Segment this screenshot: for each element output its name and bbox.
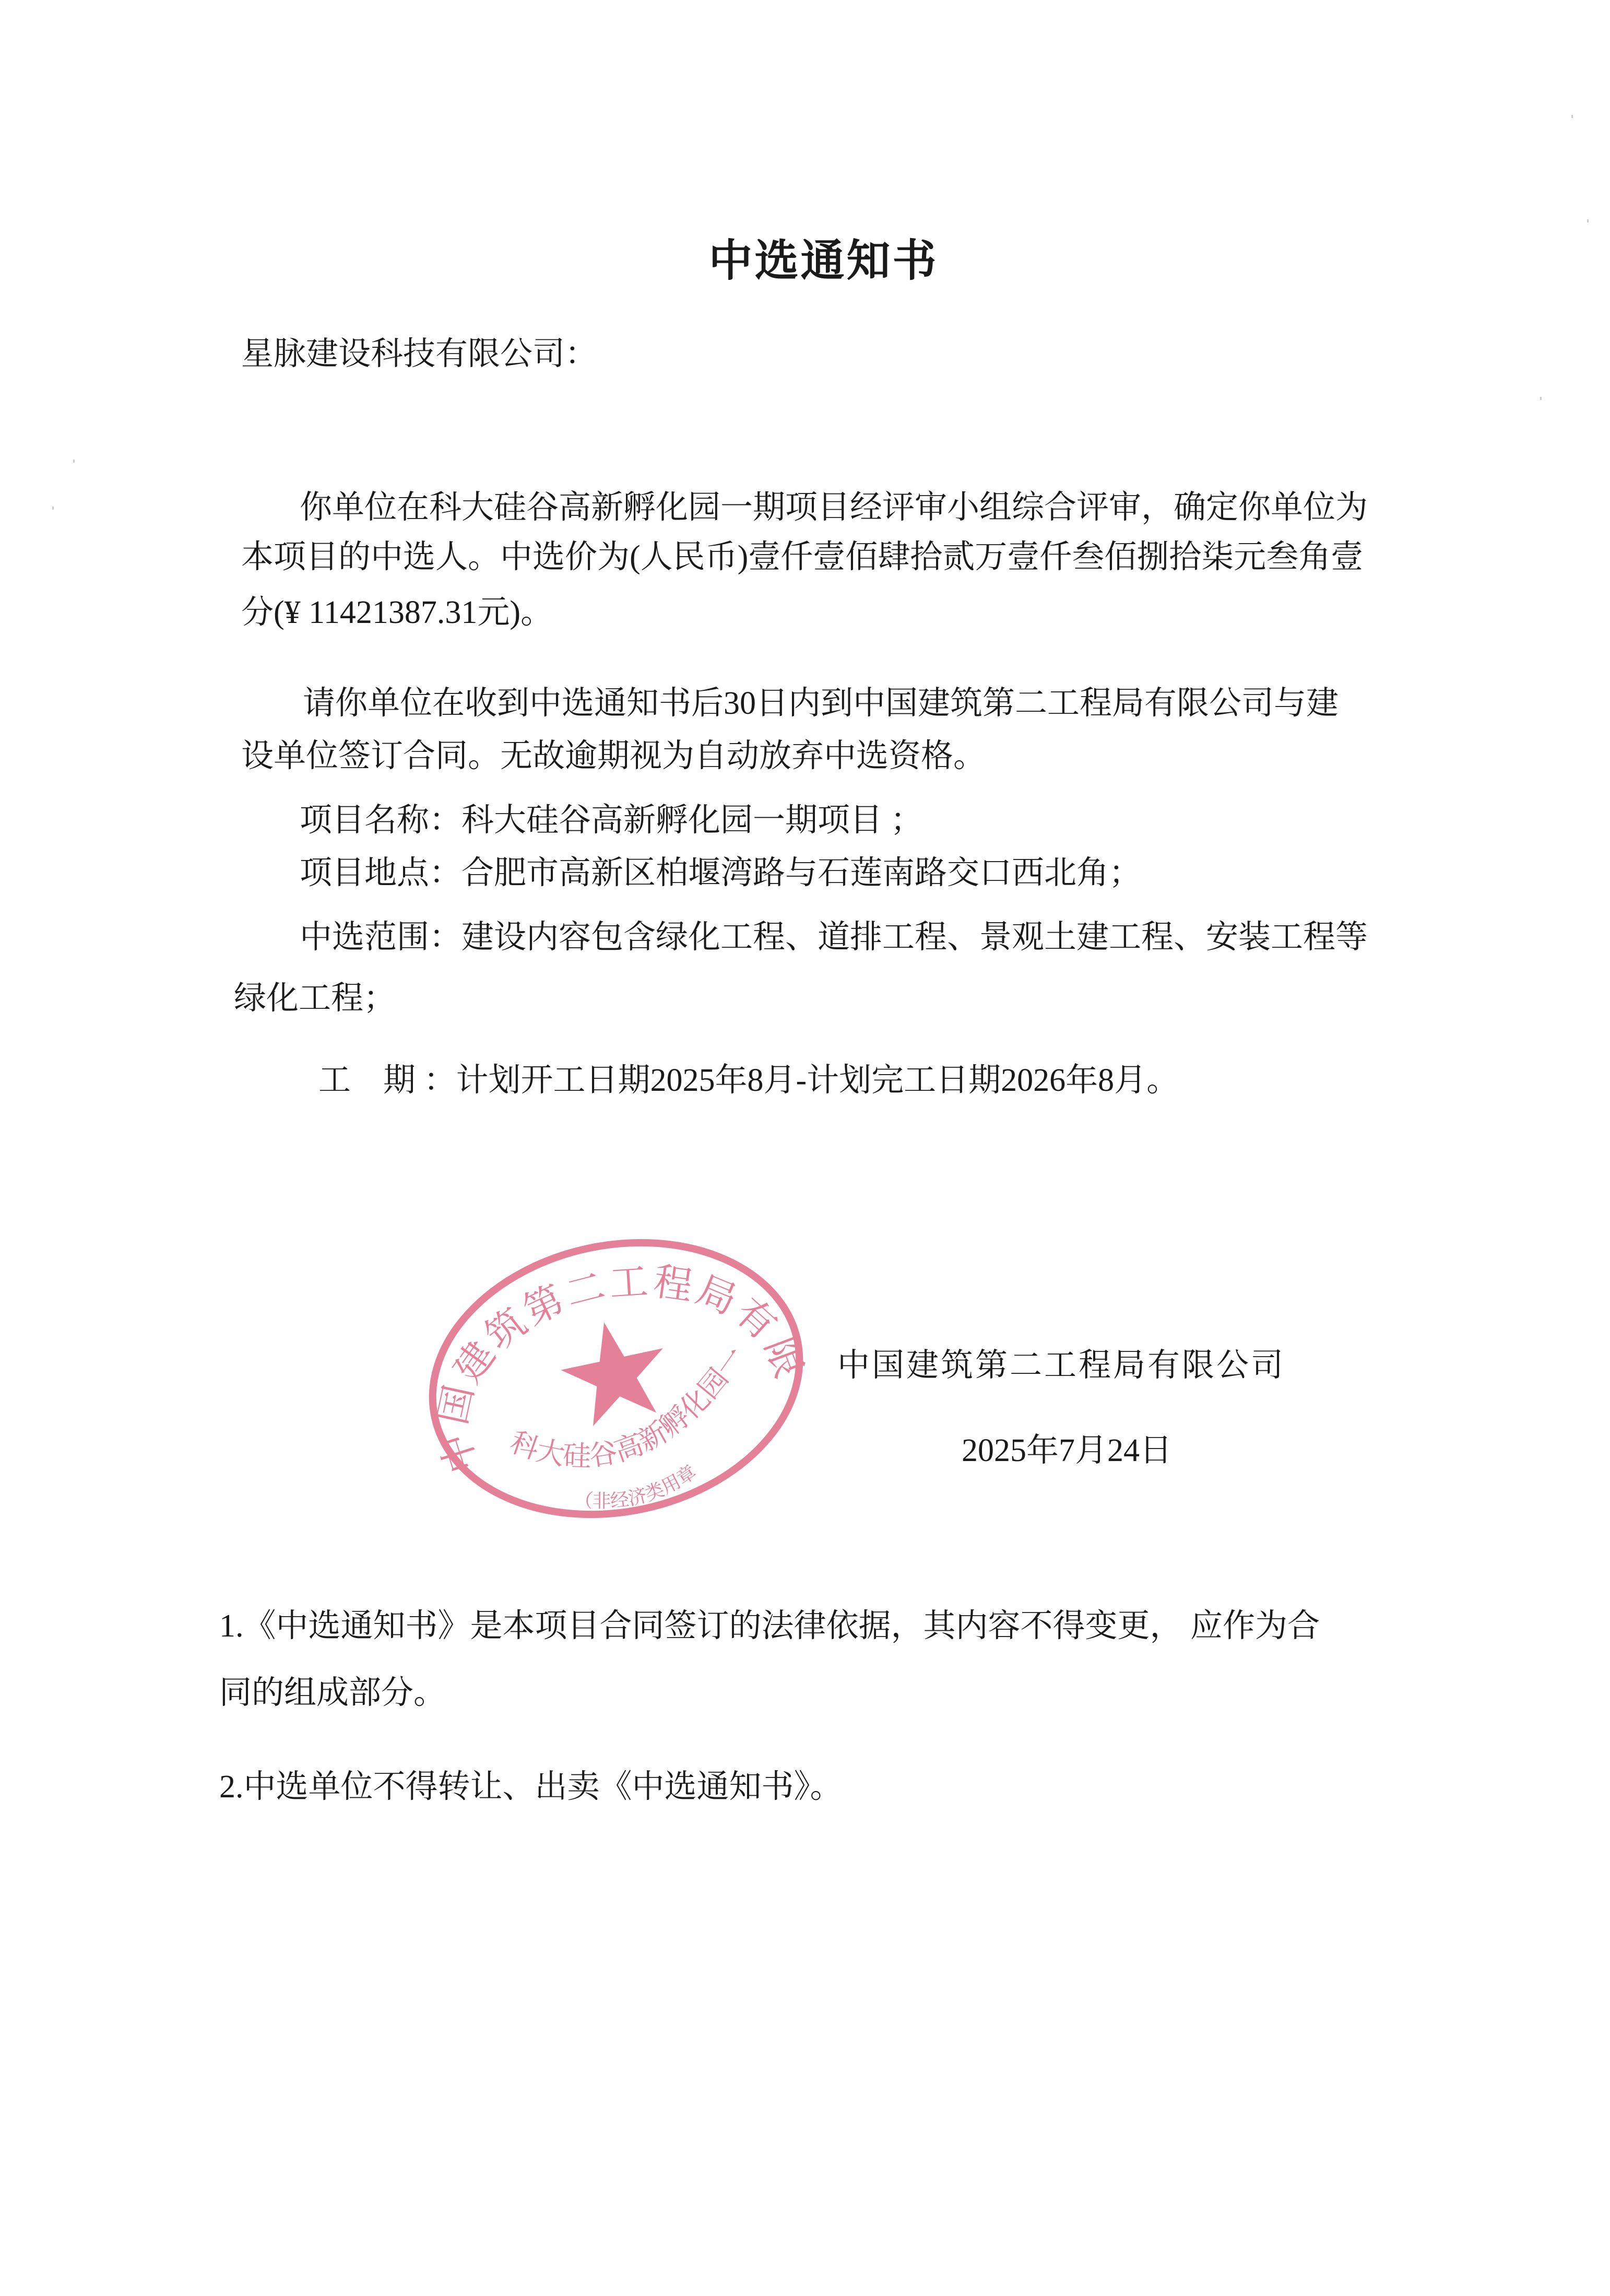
seal-bottom-text: （非经济类用章） xyxy=(573,1461,701,1512)
document-title: 中选通知书 xyxy=(708,237,939,286)
selection-scope: 中选范围：建设内容包含绿化工程、道排工程、景观土建工程、安装工程等 xyxy=(300,920,1368,955)
scan-speck xyxy=(52,507,54,510)
seal-inner-text: 科大硅谷高新孵化园一期项目部 xyxy=(506,1341,751,1473)
scan-speck xyxy=(1540,397,1542,400)
body-line: 分(¥ 11421387.31元)。 xyxy=(241,595,553,630)
scan-speck xyxy=(73,460,75,463)
project-location: 项目地点：合肥市高新区柏堰湾路与石莲南路交口西北角； xyxy=(300,855,1142,891)
seal-outer-text: 中国建筑第二工程局有限公司 xyxy=(431,1260,811,1478)
signature-company: 中国建筑第二工程局有限公司 xyxy=(837,1348,1286,1383)
selection-scope-cont: 绿化工程； xyxy=(234,981,396,1016)
addressee: 星脉建设科技有限公司： xyxy=(241,336,598,372)
body-line: 设单位签订合同。无故逾期视为自动放弃中选资格。 xyxy=(241,738,986,774)
body-line: 本项目的中选人。中选价为(人民币)壹仟壹佰肆拾贰万壹仟叁佰捌拾柒元叁角壹 xyxy=(241,539,1364,575)
note-line: 1.《中选通知书》是本项目合同签订的法律依据，其内容不得变更， 应作为合 xyxy=(219,1608,1320,1644)
body-line: 请你单位在收到中选通知书后30日内到中国建筑第二工程局有限公司与建 xyxy=(303,686,1339,721)
signature-date: 2025年7月24日 xyxy=(962,1433,1173,1468)
project-name: 项目名称：科大硅谷高新孵化园一期项目 ； xyxy=(300,803,923,838)
body-line: 你单位在科大硅谷高新孵化园一期项目经评审小组综合评审，确定你单位为 xyxy=(300,490,1368,525)
scan-speck xyxy=(1571,115,1573,118)
note-line: 2.中选单位不得转让、出卖《中选通知书》。 xyxy=(219,1769,843,1805)
note-line: 同的组成部分。 xyxy=(219,1675,446,1711)
scan-speck xyxy=(1587,219,1589,222)
construction-period: 工 期 ：计划开工日期2025年8月-计划完工日期2026年8月。 xyxy=(318,1063,1179,1098)
official-seal xyxy=(407,1217,825,1540)
star-icon xyxy=(553,1312,676,1430)
